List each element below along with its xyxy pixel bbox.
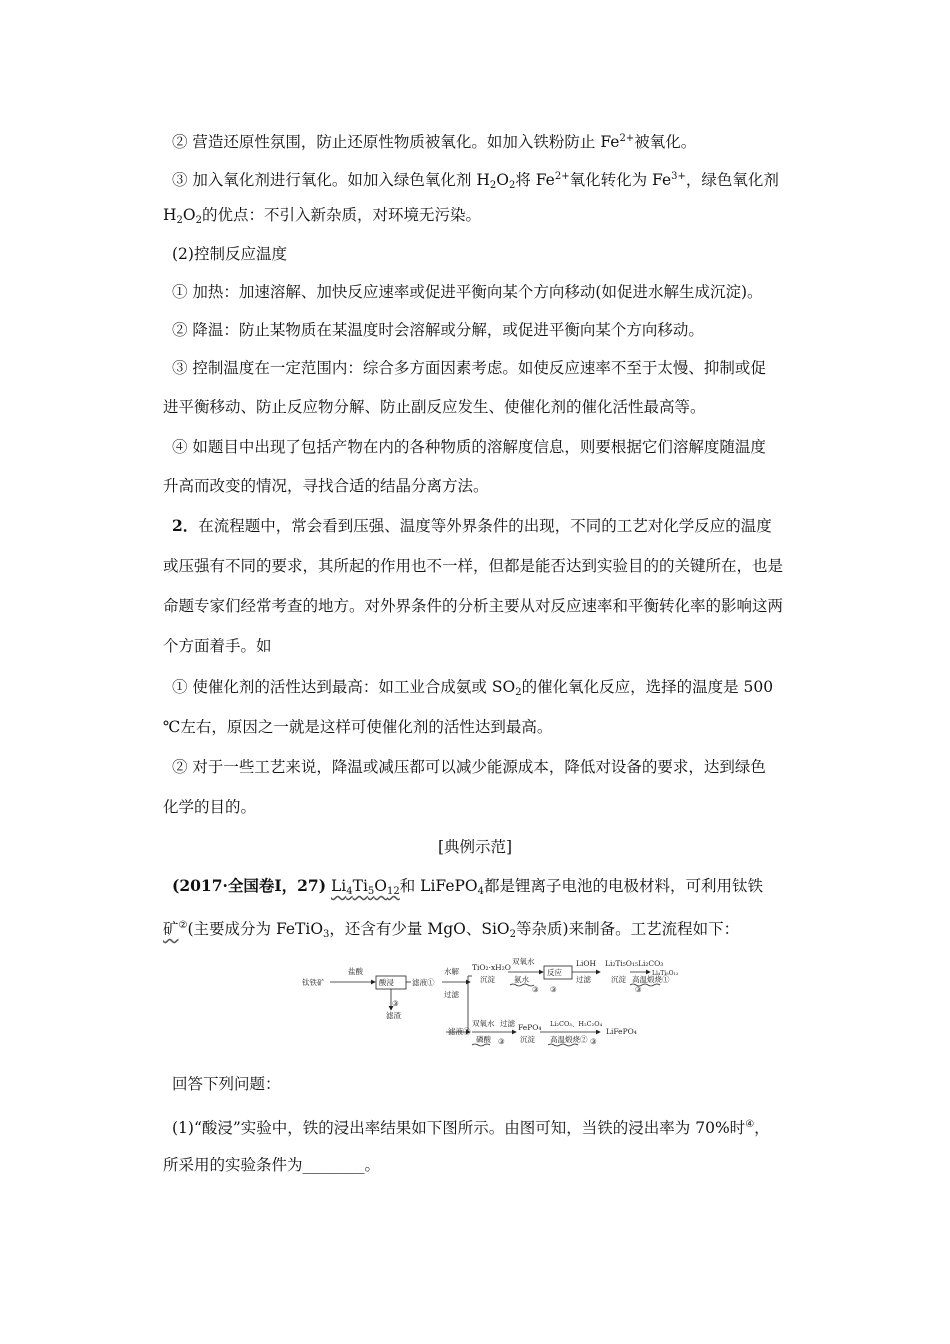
- text: O: [374, 877, 387, 895]
- flow-filter3: 过滤: [500, 1019, 515, 1028]
- superscript: 2+: [554, 171, 570, 182]
- text: ，还含有少量 MgO、SiO: [329, 920, 510, 938]
- paragraph-solubility-2: 升高而改变的情况，寻找合适的结晶分离方法。: [163, 477, 489, 495]
- flow-calcine1: 高温煅烧①: [632, 975, 670, 984]
- flow-leach: 酸浸: [379, 978, 394, 987]
- flow-phosphoric: 磷酸: [476, 1035, 491, 1044]
- flow-mark-leach: ③: [392, 999, 399, 1008]
- subscript: 2: [508, 180, 516, 191]
- section-title: [典例示范]: [437, 838, 513, 856]
- item-number: 2．: [172, 516, 199, 535]
- subscript: 4: [477, 886, 485, 897]
- paragraph-catalyst-1: [172, 676, 832, 704]
- flow-mark-reaction: ③: [550, 985, 557, 994]
- paragraph-solubility-1: ④ 如题目中出现了包括产物在内的各种物质的溶解度信息，则要根据它们溶解度随温度: [172, 438, 766, 456]
- text: ② 营造还原性氛围，防止还原性物质被氧化。如加入铁粉防止 Fe: [172, 133, 620, 151]
- flow-precipitate2: 沉淀: [611, 975, 626, 984]
- text: 等杂质)来制备。工艺流程如下：: [516, 920, 740, 938]
- flow-h2o2-1: 双氧水: [512, 957, 535, 966]
- question-source: (2017·全国卷Ⅰ，27): [172, 876, 327, 895]
- flow-mark-calcine2: ③: [590, 1037, 597, 1046]
- answer-intro: 回答下列问题：: [172, 1075, 281, 1093]
- wavy-underline: [472, 1044, 490, 1046]
- text: O: [496, 171, 509, 189]
- subscript: 3: [323, 929, 330, 940]
- paragraph-temp-range-1: ③ 控制温度在一定范围内：综合多方面因素考虑。如使反应速率不至于太慢、抑制或促: [172, 359, 766, 377]
- wavy-underline: [548, 1044, 578, 1046]
- superscript: 3+: [671, 171, 686, 182]
- paragraph-h2o2-advantage: [163, 204, 823, 232]
- flow-residue: 滤渣: [386, 1011, 401, 1020]
- paragraph-conditions-4: 个方面着手。如: [163, 637, 272, 655]
- flow-precipitate3: 沉淀: [520, 1035, 535, 1044]
- paragraph-conditions-1: [172, 515, 832, 537]
- flow-lioh: LiOH: [576, 959, 597, 968]
- flow-product2: LiFePO₄: [606, 1027, 637, 1036]
- text: ，绿色氧化剂: [685, 171, 779, 189]
- flow-precipitate1: 沉淀: [480, 975, 495, 984]
- paragraph-conditions-3: 命题专家们经常考查的地方。对外界条件的分析主要从对反应速率和平衡转化率的影响这两: [163, 597, 784, 615]
- paragraph-oxidizer: [172, 166, 832, 197]
- flow-tio2: TiO₂·xH₂O: [472, 963, 511, 972]
- annotation-mark: ④: [745, 1119, 755, 1130]
- text: 都是锂离子电池的电极材料，可利用钛铁: [484, 877, 764, 895]
- subscript: 4: [346, 886, 353, 897]
- wavy-underline: [510, 984, 534, 986]
- subscript: 2: [509, 929, 517, 940]
- flow-li2co3: Li₂CO₃: [638, 959, 664, 968]
- flow-li2ti5o15: Li₂Ti₅O₁₅: [605, 959, 638, 968]
- flow-reaction: 反应: [547, 968, 562, 977]
- subscript: 12: [387, 886, 400, 897]
- paragraph-reducing-atmosphere: [172, 128, 832, 153]
- text: ③ 加入氧化剂进行氧化。如加入绿色氧化剂 H: [172, 171, 490, 189]
- flow-h2o2-2: 双氧水: [472, 1019, 495, 1028]
- subscript: 2: [489, 180, 497, 191]
- text: 和 LiFePO: [399, 877, 478, 895]
- flow-filtrate1: 滤液①: [412, 978, 435, 987]
- text: (主要成分为 FeTiO: [187, 920, 324, 938]
- flow-filter1: 过滤: [444, 990, 459, 999]
- paragraph-conditions-2: 或压强有不同的要求，其所起的作用也不一样，但都是能否达到实验目的的关键所在，也是: [163, 557, 784, 575]
- heading-temperature-control: (2)控制反应温度: [172, 245, 287, 263]
- subscript: 2: [176, 215, 183, 226]
- question-stem-2: [163, 915, 823, 946]
- paragraph-energy-2: 化学的目的。: [163, 798, 257, 816]
- text: ，: [754, 1119, 770, 1137]
- paragraph-energy-1: ② 对于一些工艺来说，降温或减压都可以减少能源成本，降低对设备的要求，达到绿色: [172, 758, 766, 776]
- paragraph-heating: ① 加热：加速溶解、加快反应速率或促进平衡向某个方向移动(如促进水解生成沉淀)。: [172, 283, 763, 301]
- question-stem-1: [172, 875, 832, 903]
- superscript: 2+: [619, 133, 635, 144]
- paragraph-catalyst-2: ℃左右，原因之一就是这样可使催化剂的活性达到最高。: [163, 718, 553, 736]
- flow-mark-phosphoric: ③: [498, 1037, 505, 1046]
- subscript: 2: [195, 215, 202, 226]
- flow-reagents: Li₂CO₃、H₂C₂O₄: [550, 1020, 603, 1028]
- text: 被氧化。: [634, 133, 697, 151]
- formula-underlined: [331, 877, 400, 895]
- flow-mark-ammonia: ③: [532, 985, 539, 994]
- flow-fepo4: FePO₄: [518, 1023, 542, 1032]
- paragraph-cooling: ② 降温：防止某物质在某温度时会溶解或分解，或促进平衡向某个方向移动。: [172, 321, 704, 339]
- flow-ore: 钛铁矿: [302, 978, 325, 987]
- subscript: 2: [515, 687, 522, 698]
- text: 氧化转化为 Fe: [569, 171, 672, 189]
- flow-filtrate2: 滤液②: [448, 1027, 471, 1036]
- flow-acid: 盐酸: [348, 967, 363, 976]
- text: 将 Fe: [515, 171, 555, 189]
- paragraph-temp-range-2: 进平衡移动、防止反应物分解、防止副反应发生、使催化剂的催化活性最高等。: [163, 398, 706, 416]
- text: 的催化氧化反应，选择的温度是 500: [521, 678, 774, 696]
- text: 在流程题中，常会看到压强、温度等外界条件的出现，不同的工艺对化学反应的温度: [198, 517, 772, 535]
- text: (1)“酸浸”实验中，铁的浸出率结果如下图所示。由图可知，当铁的浸出率为 70%时: [172, 1119, 746, 1137]
- text: O: [182, 206, 196, 224]
- text: ① 使催化剂的活性达到最高：如工业合成氨或 SO: [172, 678, 516, 696]
- text: Ti: [352, 877, 368, 895]
- text: 矿: [163, 920, 179, 938]
- text: 的优点：不引入新杂质，对环境无污染。: [202, 206, 482, 224]
- subscript: 5: [367, 886, 375, 897]
- flow-hydrolysis: 水解: [444, 967, 459, 976]
- question-1-line-1: [172, 1114, 832, 1139]
- flow-calcine2: 高温煅烧②: [550, 1035, 588, 1044]
- question-1-line-2: 所采用的实验条件为________。: [163, 1156, 381, 1174]
- flow-product1: Li₄Ti₅O₁₂: [652, 970, 679, 977]
- text: H: [163, 206, 177, 224]
- flow-ammonia: 氨水: [514, 975, 529, 984]
- flow-mark-calcine1: ③: [635, 985, 642, 994]
- text: Li: [330, 877, 347, 895]
- flow-filter2: 过滤: [576, 975, 591, 984]
- process-flow-diagram: [300, 952, 680, 1048]
- annotation-mark: ②: [178, 920, 188, 931]
